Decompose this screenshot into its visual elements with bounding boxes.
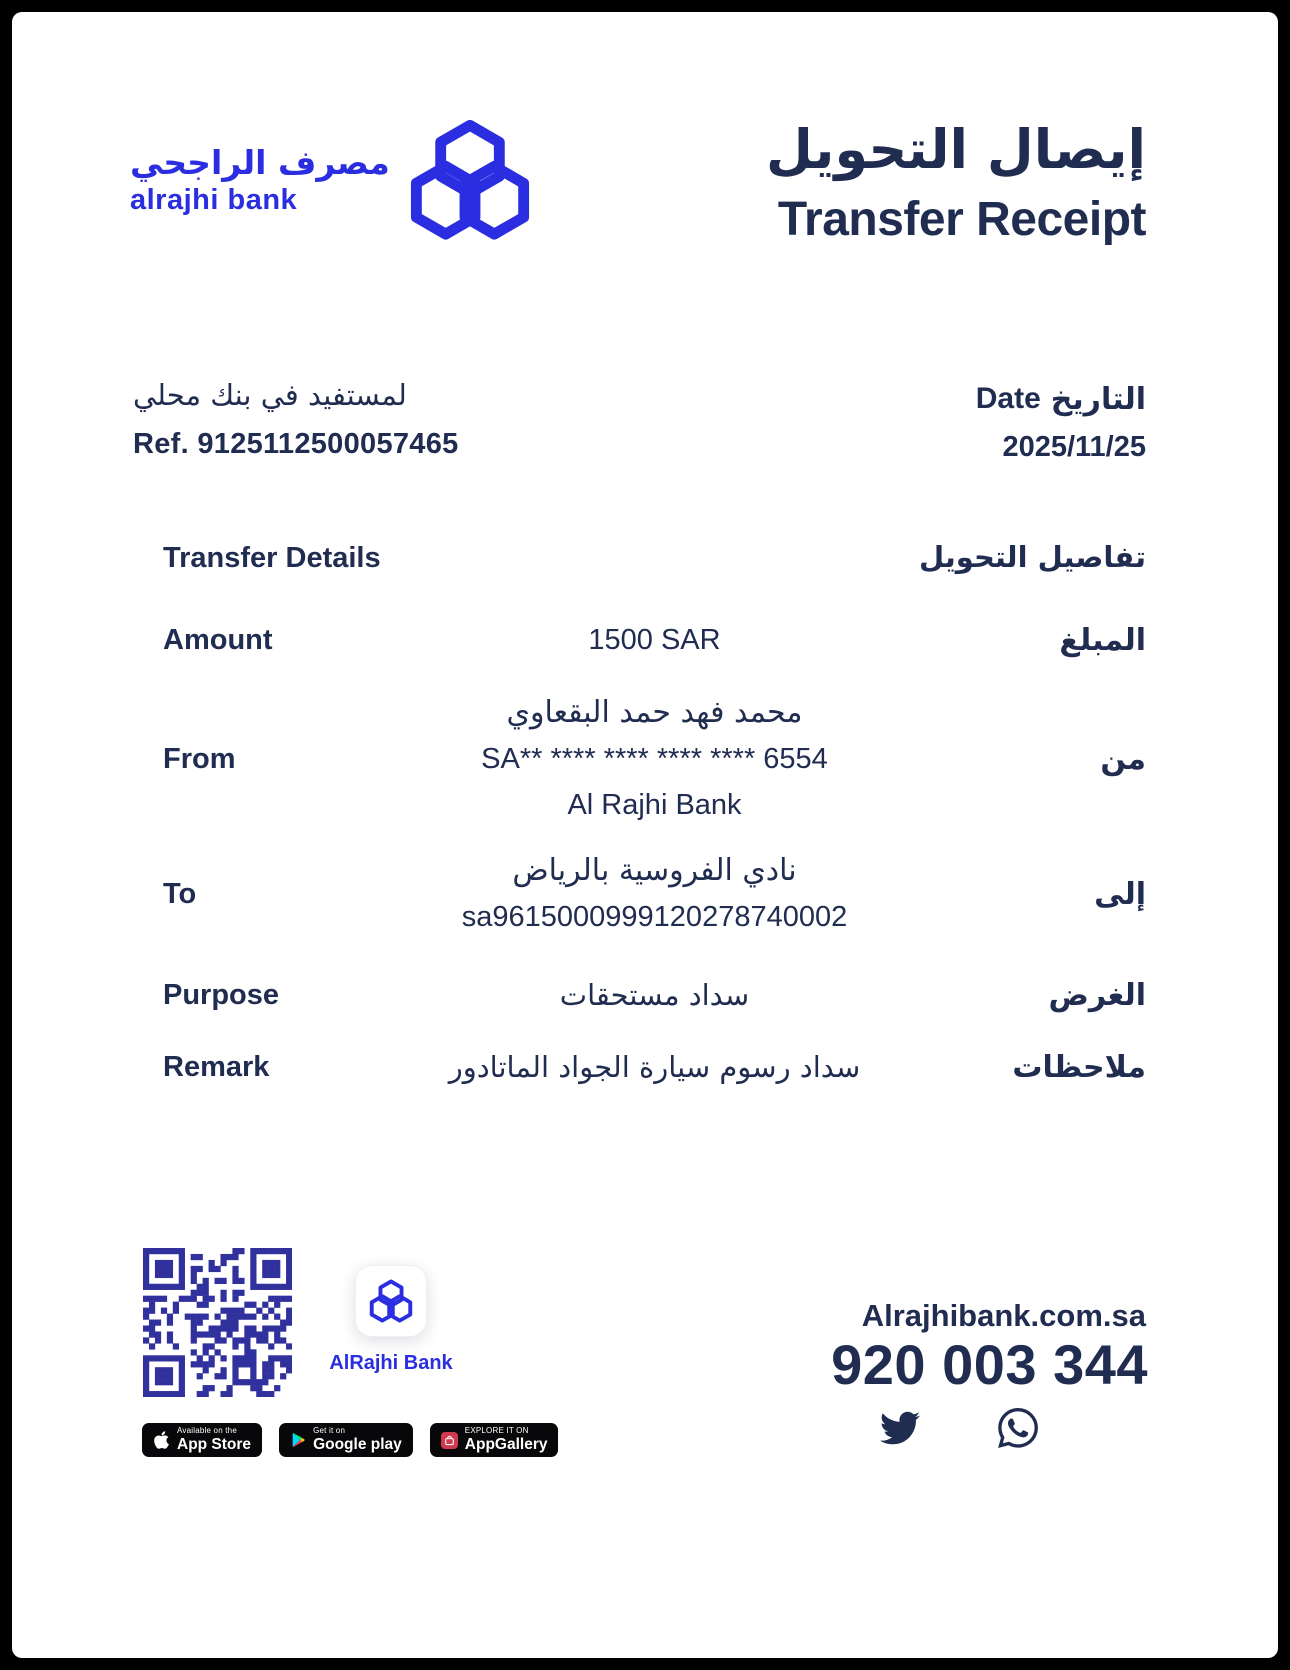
title-block [766, 116, 1146, 247]
badge-tagline: Available on the [177, 1426, 237, 1436]
page-title-arabic: إيصال التحويل [765, 118, 1146, 181]
whatsapp-icon[interactable] [998, 1408, 1038, 1448]
transfer-details-header [163, 540, 1146, 575]
app-name-label: AlRajhi Bank [329, 1352, 453, 1374]
alrajhi-emblem-icon [406, 115, 534, 247]
remark-label-ar: ملاحظات [1012, 1049, 1146, 1085]
section-title-arabic: تفاصيل التحويل [918, 540, 1146, 574]
twitter-icon[interactable] [880, 1408, 920, 1448]
receipt-card [12, 12, 1278, 1658]
table-row-remark [163, 1037, 1146, 1097]
date-label-english: Date [975, 382, 1041, 415]
alrajhi-logo-text [130, 142, 390, 217]
alrajhi-logo [130, 115, 534, 247]
sender-masked-account: SA** **** **** **** **** 6554 [481, 743, 828, 775]
badge-tagline: EXPLORE IT ON [464, 1426, 529, 1436]
amount-label-ar: المبلغ [1059, 622, 1146, 658]
from-label-ar: من [1100, 741, 1146, 777]
social-icons [880, 1408, 1038, 1448]
alrajhi-app-icon [355, 1265, 427, 1337]
website-link[interactable]: Alrajhibank.com.sa [861, 1298, 1146, 1333]
transfer-details-table [163, 600, 1146, 1097]
google-play-icon [290, 1431, 306, 1449]
amount-value: 1500 SAR [588, 624, 721, 656]
reference-number: Ref. 9125112500057465 [133, 428, 459, 460]
date-label [976, 382, 1146, 417]
beneficiary-meta [133, 378, 459, 461]
date-value: 2025/11/25 [1002, 431, 1146, 463]
beneficiary-note: لمستفيد في بنك محلي [133, 378, 407, 412]
table-row-from [163, 690, 1146, 828]
from-value [363, 690, 946, 828]
table-row-amount [163, 600, 1146, 680]
amount-label-en: Amount [163, 623, 273, 656]
to-value [363, 848, 946, 940]
date-label-arabic: التاريخ [1050, 382, 1146, 417]
qr-code [143, 1248, 292, 1397]
badge-tagline: Get it on [313, 1426, 346, 1436]
page-title-english: Transfer Receipt [777, 192, 1146, 246]
sender-name: محمد فهد حمد البقعاوي [506, 695, 803, 730]
google-play-badge[interactable] [279, 1423, 413, 1457]
date-meta [976, 382, 1146, 464]
table-row-purpose [163, 965, 1146, 1025]
from-label-en: From [163, 742, 236, 775]
sender-bank: Al Rajhi Bank [567, 789, 742, 821]
to-label-ar: إلى [1094, 876, 1146, 912]
logo-english-wordmark: alrajhi bank [130, 184, 298, 217]
beneficiary-iban: sa9615000999120278740002 [461, 901, 848, 933]
badge-store-name: AppGallery [464, 1436, 548, 1454]
beneficiary-name: نادي الفروسية بالرياض [512, 853, 797, 888]
section-title-english: Transfer Details [163, 542, 381, 574]
purpose-label-en: Purpose [163, 978, 280, 1011]
to-label-en: To [163, 877, 197, 910]
logo-arabic-wordmark: مصرف الراجحي [130, 142, 390, 182]
alrajhi-emblem-icon [368, 1278, 414, 1325]
purpose-label-ar: الغرض [1048, 977, 1146, 1013]
apple-icon [153, 1430, 170, 1450]
remark-value: سداد رسوم سيارة الجواد الماتادور [448, 1050, 861, 1084]
app-store-badge[interactable] [142, 1423, 262, 1457]
table-row-to [163, 848, 1146, 940]
purpose-value: سداد مستحقات [559, 978, 750, 1012]
remark-label-en: Remark [163, 1050, 270, 1083]
store-badges [142, 1423, 558, 1457]
badge-store-name: App Store [177, 1436, 252, 1454]
appgallery-icon [441, 1432, 458, 1449]
phone-number: 920 003 344 [831, 1333, 1148, 1396]
appgallery-badge[interactable] [430, 1423, 559, 1457]
badge-store-name: Google play [313, 1436, 402, 1454]
